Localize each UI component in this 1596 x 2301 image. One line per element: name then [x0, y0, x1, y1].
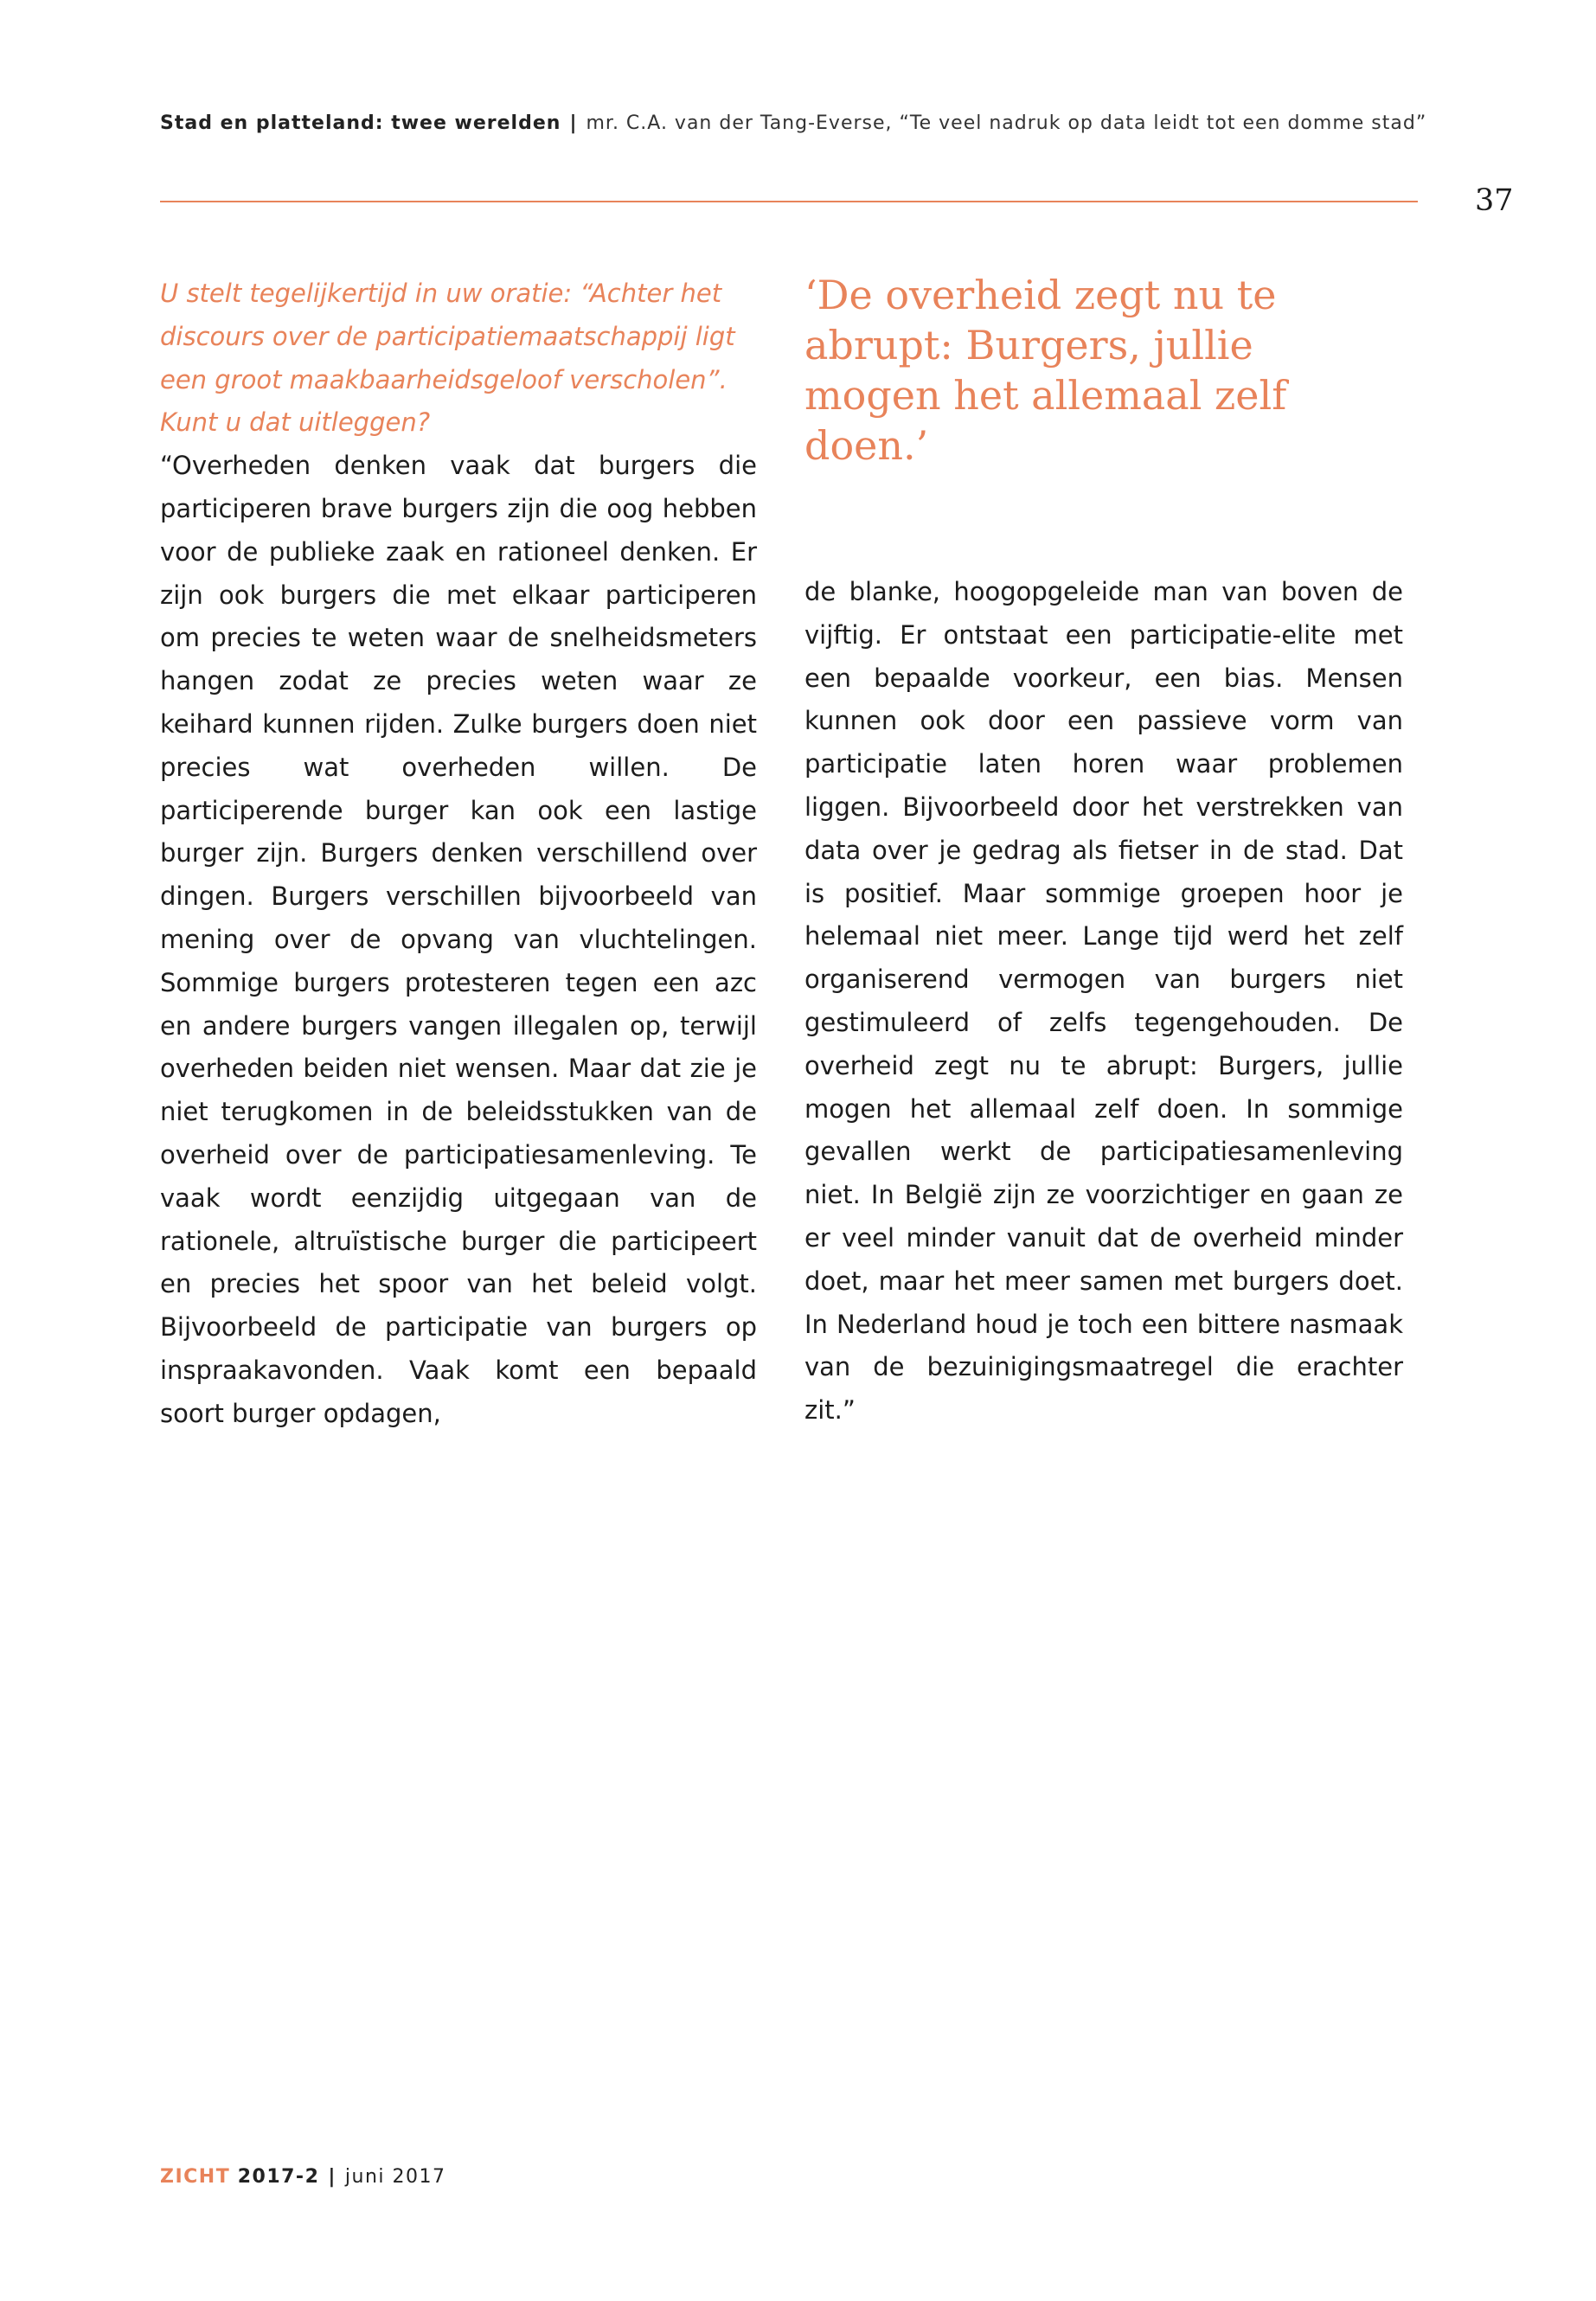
footer-separator: |: [328, 2166, 337, 2188]
header-separator: |: [569, 112, 578, 134]
header-rule: [160, 201, 1418, 202]
answer-text-left: “Overheden denken vaak dat burgers die participeren brave burgers zijn die oog hebben voor de publieke zaak en rationeel denken. Er zijn ook burgers die met elkaar participeren om precies te weten waar de snelheidsmeters hangen zodat ze precies weten waar ze keihard kunnen rijden. Zulke burgers doen niet precies wat overheden willen. De participerende burger kan ook een lastige burger zijn. Burgers denken verschillend over dingen. Burgers verschillen bijvoorbeeld van mening over de opvang van vluchtelingen. Sommige burgers protesteren tegen een azc en andere burgers vangen illegalen op, terwijl overheden beiden niet wensen. Maar dat zie je niet terugkomen in de beleidsstukken van de overheid over de participatiesamenleving. Te vaak wordt eenzijdig uitgegaan van de rationele, altruïstische burger die participeert en precies het spoor van het beleid volgt. Bijvoorbeeld de participatie van burgers op inspraakavonden. Vaak komt een bepaald soort burger opdagen,: [160, 451, 757, 1428]
left-column: [160, 272, 757, 1436]
interview-question: U stelt tegelijkertijd in uw oratie: “Achter het discours over de participatiemaatschappij ligt een groot maakbaarheidsgeloof verscholen”. Kunt u dat uitleggen?: [160, 279, 735, 438]
right-column: [804, 571, 1403, 1433]
section-title: Stad en platteland: twee werelden: [160, 112, 561, 134]
answer-text-right: de blanke, hoogopgeleide man van boven de vijftig. Er ontstaat een participatie-elite met een bepaalde voorkeur, een bias. Mensen kunnen ook door een passieve vorm van participatie laten horen waar problemen liggen. Bijvoorbeeld door het verstrekken van data over je gedrag als fietser in de stad. Dat is positief. Maar sommige groepen hoor je helemaal niet meer. Lange tijd werd het zelf organiserend vermogen van burgers niet gestimuleerd of zelfs tegengehouden. De overheid zegt nu te abrupt: Burgers, jullie mogen het allemaal zelf doen. In sommige gevallen werkt de participatiesamenleving niet. In België zijn ze voorzichtiger en gaan ze er veel minder vanuit dat de overheid minder doet, maar het meer samen met burgers doet. In Nederland houd je toch een bittere nasmaak van de bezuinigingsmaatregel die erachter zit.”: [804, 577, 1403, 1426]
running-header: [160, 112, 1427, 134]
issue-number: 2017-2: [237, 2166, 320, 2188]
page-number: 37: [1475, 183, 1514, 218]
pull-quote: ‘De overheid zegt nu te abrupt: Burgers, jullie mogen het allemaal zelf doen.’: [804, 272, 1287, 469]
page-footer: [160, 2166, 446, 2188]
issue-date: juni 2017: [344, 2166, 446, 2188]
magazine-name: ZICHT: [160, 2166, 231, 2188]
article-title: mr. C.A. van der Tang-Everse, “Te veel nadruk op data leidt tot een domme stad”: [586, 112, 1427, 134]
